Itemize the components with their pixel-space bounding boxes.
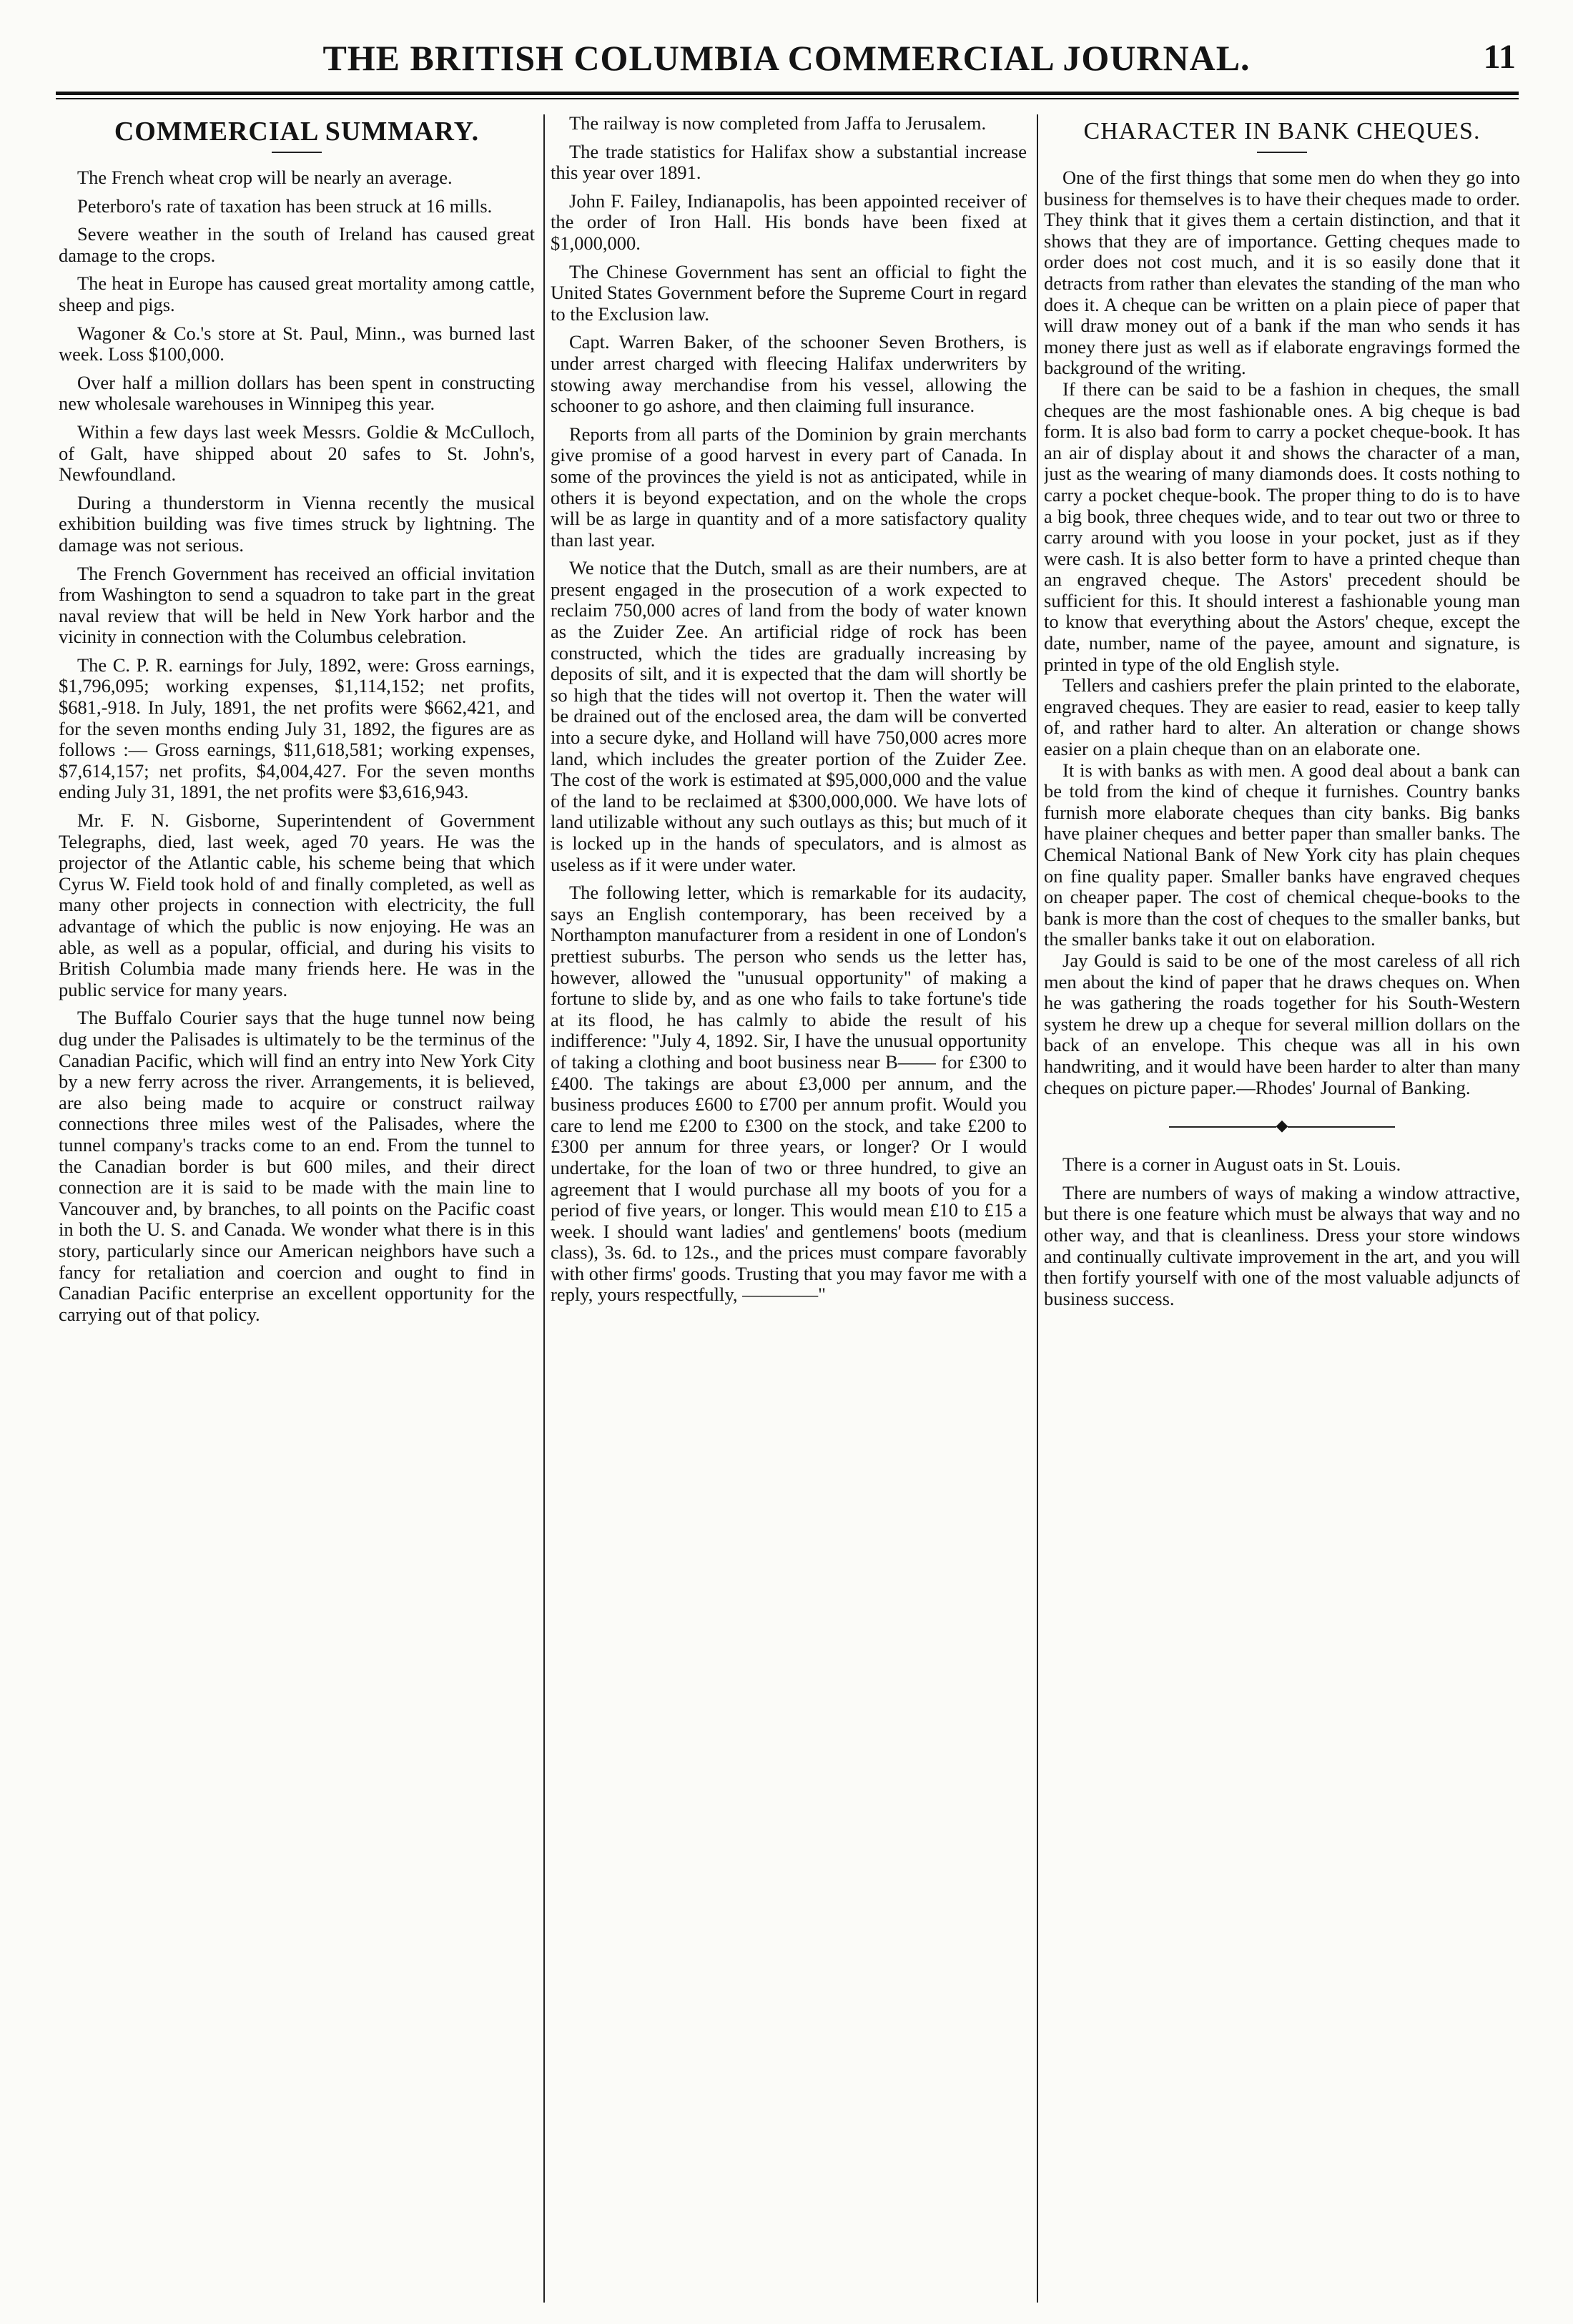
running-head: [57, 37, 1516, 87]
news-item: The French wheat crop will be nearly an average.: [77, 167, 453, 188]
heading-rule: [272, 152, 322, 153]
header-rule: [56, 92, 1519, 95]
news-item: John F. Failey, Indianapolis, has been appointed receiver of the order of Iron Hall. His bonds have been fixed at $1,000,000.: [551, 189, 1027, 254]
section-heading: COMMERCIAL SUMMARY.: [114, 117, 480, 147]
news-item: Severe weather in the south of Ireland has caused great damage to the crops.: [59, 223, 535, 266]
news-item: The heat in Europe has caused great mortality among cattle, sheep and pigs.: [59, 272, 535, 315]
article-heading: CHARACTER IN BANK CHEQUES.: [1083, 118, 1481, 144]
column-commercial-summary: [59, 113, 535, 2301]
news-item: The following letter, which is remarkable for its audacity, says an English contemporary, has been received by a Northampton manufacturer from a resident in one of London's prettiest suburbs. The person who sends us the letter has, however, allowed the "unusual opportunity" of making a fortune to slide by, and as one who fails to take fortune's tide at its flood, he has calmly to abide the result of his indifference: "July 4, 1892. Sir, I have the unusual opportunity of taking a clothing and boot business near B—— for £300 to £400. The takings are about £3,000 per annum, and the business produces £600 to £700 per annum profit. Would you care to lend me £200 to £300 on the stock, and take £200 to £300 per annum for three years, or longer? Or I would undertake, for the loan of two or three hundred, to give an agreement that I would purchase all my boots of you for a period of five years, or longer. This would mean £10 to £15 a week. I should want ladies' and gentlemens' boots (medium class), 3s. 6d. to 12s., and the prices must compare favorably with other firms' goods. Trusting that you may favor me with a reply, yours respectfully, ————": [551, 882, 1027, 1306]
news-item: The trade statistics for Halifax show a substantial increase this year over 1891.: [551, 140, 1027, 184]
page-number: 11: [1483, 38, 1516, 76]
column-divider: [543, 114, 545, 2303]
news-item: Over half a million dollars has been spent in constructing new wholesale warehouses in Winnipeg this year.: [59, 371, 535, 415]
news-item: Within a few days last week Messrs. Goldie & McCulloch, of Galt, have shipped about 20 safes to St. John's, Newfoundland.: [59, 420, 535, 486]
news-item: During a thunderstorm in Vienna recently the musical exhibition building was five times struck by lightning. The damage was not serious.: [59, 491, 535, 556]
column-divider: [1037, 114, 1038, 2303]
article-paragraph: It is with banks as with men. A good deal about a bank can be told from the kind of cheque it furnishes. Country banks furnish more elaborate cheques than city banks. Big banks have plainer cheques and better paper than smaller banks. The Chemical National Bank of New York city has plain cheques on fine quality paper. Smaller banks have engraved cheques on cheaper paper. The cost of chemical cheque-books to the bank is more than the cost of cheques to the smaller banks, but the smaller banks take it out on elaboration.: [1044, 759, 1520, 950]
news-item: Wagoner & Co.'s store at St. Paul, Minn., was burned last week. Loss $100,000.: [59, 322, 535, 365]
journal-title: THE BRITISH COLUMBIA COMMERCIAL JOURNAL.: [322, 38, 1251, 78]
news-item: There is a corner in August oats in St. Louis.: [1062, 1153, 1401, 1176]
news-item: Reports from all parts of the Dominion by grain merchants give promise of a good harvest in every part of Canada. In some of the provinces the yield is not as anticipated, while in others it is beyond expectation, and on the whole the crops will be as large in quantity and of a more satisfactory quality than last year.: [551, 423, 1027, 551]
column-news-items: [551, 113, 1027, 2301]
header-rule-thin: [56, 98, 1519, 99]
news-item: The railway is now completed from Jaffa to Jerusalem.: [569, 113, 987, 134]
section-ornament: ◆: [1044, 1118, 1520, 1133]
news-item: The French Government has received an official invitation from Washington to send a squadron to take part in the great naval review that will be held in New York harbor and the vicinity in connection with the Columbus celebration.: [59, 562, 535, 648]
news-item: We notice that the Dutch, small as are their numbers, are at present engaged in the prosecution of a work expected to reclaim 750,000 acres of land from the body of water known as the Zuider Zee. An artificial ridge of rock has been constructed, which the tides are gradually increasing by deposits of silt, and it is expected that the dam will shortly be so high that the tides will not overtop it. Then the water will be drained out of the enclosed area, the dam will be converted into a secure dyke, and Holland will have 750,000 acres more land, which includes the greater portion of the Zuider Zee. The cost of the work is estimated at $95,000,000 and the value of the land to be reclaimed at $300,000,000. We have lots of land utilizable without any such outlays as this; but much of it is locked up in the hands of speculators, and is almost as useless as if it were under water.: [551, 557, 1027, 875]
news-item: The Buffalo Courier says that the huge tunnel now being dug under the Palisades is ultimately to be the terminus of the Canadian Pacific, which will find an entry into New York City by a new ferry across the river. Arrangements, it is believed, are also being made to acquire or construct railway connections three miles west of the Palisades, where the tunnel company's tracks come to an end. From the tunnel to the Canadian border is but 600 miles, and their direct connection are it is said to be made with the main line to Vancouver and, by branches, to all points on the Pacific coast in both the U. S. and Canada. We wonder what there is in this story, particularly since our American neighbors have such a fancy for retaliation and coercion and ought to find in Canadian Pacific enterprise an excellent opportunity for the carrying out of that policy.: [59, 1007, 535, 1325]
article-paragraph: One of the first things that some men do when they go into business for themselves is to have their cheques made to order. They think that it gives them a certain distinction, and that it shows that they are of importance. Getting cheques made to order does not cost much, and it is so easily done that it detracts from rather than elevates the standing of the man who does it. A cheque can be written on a plain piece of paper that will draw money out of a bank if the man who sends it has money there just as well as if elaborate engravings formed the background of the writing.: [1044, 167, 1520, 379]
news-item: The Chinese Government has sent an official to fight the United States Government before the Supreme Court in regard to the Exclusion law.: [551, 260, 1027, 325]
news-item: The C. P. R. earnings for July, 1892, were: Gross earnings, $1,796,095; working expenses, $1,114,152; net profits, $681,-918. In July, 1891, the net profits were $662,421, and for the seven months ending July 31, 1892, the figures are as follows :— Gross earnings, $11,618,581; working expenses, $7,614,157; net profits, $4,004,427. For the seven months ending July 31, 1891, the net profits were $3,616,943.: [59, 654, 535, 803]
news-item: Peterboro's rate of taxation has been struck at 16 mills.: [77, 195, 493, 217]
article-paragraph: Jay Gould is said to be one of the most careless of all rich men about the kind of paper that he draws cheques on. When he was gathering the roads together for his South-Western system he drew up a cheque for several million dollars on the back of an envelope. This cheque was all in his own handwriting, and it would have been harder to alter than many cheques on picture paper.—Rhodes' Journal of Banking.: [1044, 949, 1520, 1098]
news-item: Mr. F. N. Gisborne, Superintendent of Government Telegraphs, died, last week, aged 70 years. He was the projector of the Atlantic cable, his scheme being that which Cyrus W. Field took hold of and finally completed, as well as many other projects in connection with electricity, the full advantage of which the public is now enjoying. He was an able, as well as a popular, official, and during his visits to British Columbia made many friends here. He was in the public service for many years.: [59, 809, 535, 1000]
article-paragraph: Tellers and cashiers prefer the plain printed to the elaborate, engraved cheques. They are easier to read, easier to keep tally of, and rather hard to alter. An alteration or change shows easier on a plain cheque than on an elaborate one.: [1044, 674, 1520, 760]
news-item: There are numbers of ways of making a window attractive, but there is one feature which must be always that way and no other way, and that is cleanliness. Dress your store windows and continually cultivate improvement in the art, and you will then fortify yourself with one of the most valuable adjuncts of business success.: [1044, 1181, 1520, 1309]
article-paragraph: If there can be said to be a fashion in cheques, the small cheques are the most fashionable ones. A big cheque is bad form. It is also bad form to carry a pocket cheque-book. It has an air of display about it and shows the character of a man, just as the wearing of many diamonds does. It costs nothing to carry a pocket cheque-book. The proper thing to do is to have a big book, three cheques wide, and to tear out two or three to carry around with you loose in your pocket, just as if they were cash. It is also better form to have a printed cheque than an engraved cheque. The Astors' precedent should be sufficient for this. It should interest a fashionable young man to know that everything about the Astors' cheque, except the date, number, name of the payee, amount and signature, is printed in type of the old English style.: [1044, 378, 1520, 675]
heading-rule: [1257, 152, 1307, 153]
news-item: Capt. Warren Baker, of the schooner Seven Brothers, is under arrest charged with fleecing Halifax underwriters by stowing away merchandise from his vessel, allowing the schooner to go ashore, and then claiming full insurance.: [551, 331, 1027, 417]
column-bank-cheques: [1044, 113, 1520, 2301]
